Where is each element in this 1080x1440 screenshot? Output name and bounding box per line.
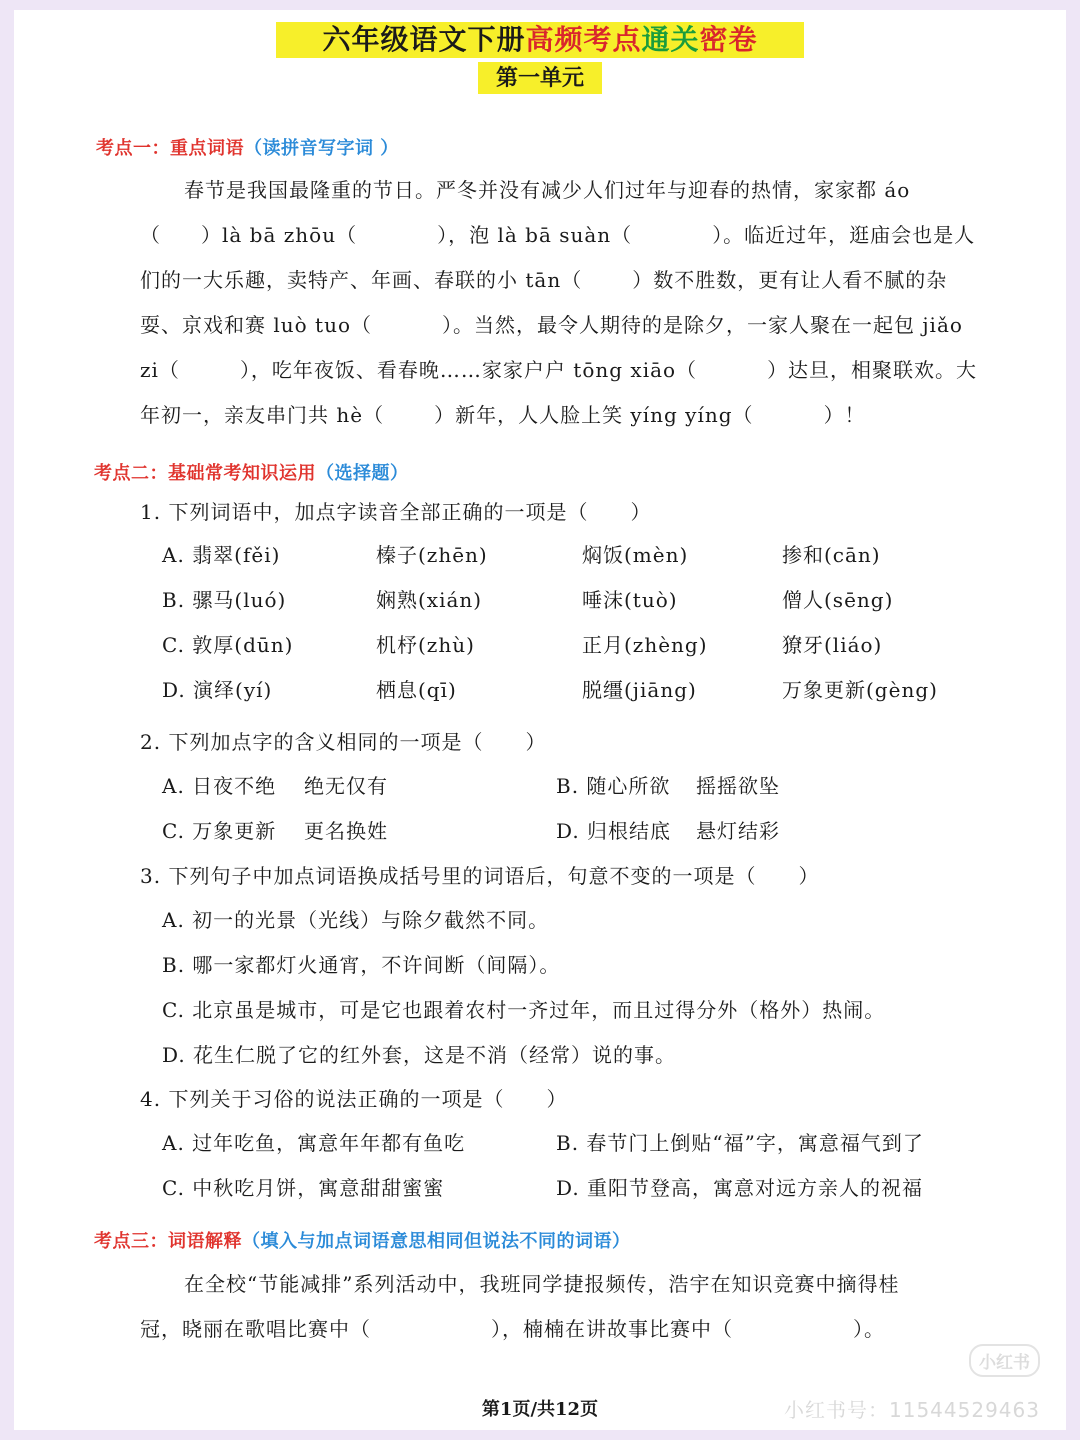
q1-stem: 1. 下列词语中，加点字读音全部正确的一项是（ ） <box>140 500 652 524</box>
s1-text: ）数不胜数，更有让人看不腻的杂 <box>632 268 948 292</box>
s1-line-3 <box>140 266 947 294</box>
s1-text: 春节是我国最隆重的节日。严冬并没有减少人们过年与迎春的热情，家家都 áo <box>184 178 911 202</box>
s3-text: ）。 <box>853 1317 885 1341</box>
q4-option-b: B. 春节门上倒贴“福”字，寓意福气到了 <box>556 1131 924 1155</box>
s1-text: ）。当然，最令人期待的是除夕，一家人聚在一起包 jiǎo <box>442 313 963 337</box>
title-part-red-2: 密卷 <box>699 23 758 56</box>
s1-text: ），吃年夜饭、看春晚……家家户户 tōng xiāo（ <box>239 358 698 382</box>
s1-text: ）达旦，相聚联欢。大 <box>767 358 978 382</box>
section-3-note: （填入与加点词语意思相同但说法不同的词语） <box>242 1231 631 1252</box>
watermark-id: 小红书号：1154452946​3 <box>784 1398 1040 1422</box>
q1-option-d-word-2: 栖息(qī) <box>376 678 457 702</box>
s1-text: ）là bā zhōu（ <box>201 223 358 247</box>
q3-option-a: A. 初一的光景（光线）与除夕截然不同。 <box>162 908 550 932</box>
title-part-red: 高频考点 <box>525 23 642 56</box>
q1-option-a-word-3: 焖饭(mèn) <box>582 543 689 567</box>
exam-page <box>14 10 1066 1430</box>
q1-option-a-word-2: 榛子(zhēn) <box>376 543 488 567</box>
s3-line-1: 在全校“节能减排”系列活动中，我班同学捷报频传，浩宇在知识竞赛中摘得桂 <box>184 1272 900 1296</box>
s1-line-6 <box>140 401 866 429</box>
s1-line-5 <box>140 356 977 384</box>
section-1-label: 考点一：重点词语 <box>96 138 244 159</box>
s1-text: 年初一，亲友串门共 hè（ <box>140 403 385 427</box>
s1-text: 耍、京戏和赛 luò tuo（ <box>140 313 372 337</box>
q2-option-c-1: C. 万象更新 <box>162 819 277 843</box>
q1-option-b-word-2: 娴熟(xián) <box>376 588 483 612</box>
q2-option-c-2: 更名换姓 <box>304 819 388 843</box>
s3-text: ），楠楠在讲故事比赛中（ <box>491 1317 733 1341</box>
s1-text: ）新年，人人脸上笑 yíng yíng（ <box>434 403 754 427</box>
section-2-heading <box>94 459 409 485</box>
page-number: 第1页/共12页 <box>481 1399 599 1420</box>
title-part-black: 六年级语文下册 <box>322 23 526 56</box>
q2-option-b-1: B. 随心所欲 <box>556 774 671 798</box>
q1-option-a-word-1: A. 翡翠(fěi) <box>162 543 281 567</box>
q2-stem: 2. 下列加点字的含义相同的一项是（ ） <box>140 730 547 754</box>
watermark-logo: 小红书 <box>969 1344 1040 1377</box>
q1-option-a-word-4: 掺和(cān) <box>782 543 881 567</box>
title-part-green: 通关 <box>641 23 700 56</box>
q1-option-b-word-4: 僧人(sēng) <box>782 588 894 612</box>
s3-text: 冠，晓丽在歌唱比赛中（ <box>140 1317 371 1341</box>
q4-stem: 4. 下列关于习俗的说法正确的一项是（ ） <box>140 1087 568 1111</box>
unit-bar <box>14 62 1066 94</box>
q1-option-d-word-3: 脱缰(jiāng) <box>582 678 697 702</box>
s3-line-2 <box>140 1315 885 1343</box>
q1-option-b-word-1: B. 骡马(luó) <box>162 588 287 612</box>
q1-option-c-word-2: 机杼(zhù) <box>376 633 475 657</box>
section-3-heading <box>94 1227 631 1253</box>
section-2-label: 考点二：基础常考知识运用 <box>94 463 316 484</box>
q2-option-d-1: D. 归根结底 <box>556 819 672 843</box>
s1-text: ）！ <box>823 403 866 427</box>
q2-option-a-2: 绝无仅有 <box>304 774 388 798</box>
s1-text: 们的一大乐趣，卖特产、年画、春联的小 tān（ <box>140 268 583 292</box>
s1-text: （ <box>140 223 161 247</box>
q1-option-c-word-4: 獠牙(liáo) <box>782 633 883 657</box>
q3-option-b: B. 哪一家都灯火通宵，不许间断（间隔）。 <box>162 953 561 977</box>
section-2-note: （选择题） <box>316 463 409 484</box>
q3-option-c: C. 北京虽是城市，可是它也跟着农村一齐过年，而且过得分外（格外）热闹。 <box>162 998 886 1022</box>
title-bar <box>14 22 1066 58</box>
q2-option-d-2: 悬灯结彩 <box>696 819 780 843</box>
s1-line-1 <box>184 176 910 204</box>
q1-option-d-word-4: 万象更新(gèng) <box>782 678 938 702</box>
q4-option-a: A. 过年吃鱼，寓意年年都有鱼吃 <box>162 1131 466 1155</box>
section-3-label: 考点三：词语解释 <box>94 1231 242 1252</box>
section-1-heading <box>96 134 399 160</box>
section-1-note: （读拼音写字词 ） <box>244 138 399 159</box>
page-title <box>276 22 803 58</box>
q3-stem: 3. 下列句子中加点词语换成括号里的词语后，句意不变的一项是（ ） <box>140 864 820 888</box>
s1-text: zi（ <box>140 358 180 382</box>
s1-line-2 <box>140 221 975 249</box>
q4-option-d: D. 重阳节登高，寓意对远方亲人的祝福 <box>556 1176 924 1200</box>
q1-option-b-word-3: 唾沫(tuò) <box>582 588 678 612</box>
q4-option-c: C. 中秋吃月饼，寓意甜甜蜜蜜 <box>162 1176 445 1200</box>
q1-option-c-word-1: C. 敦厚(dūn) <box>162 633 294 657</box>
s1-line-4 <box>140 311 963 339</box>
q2-option-b-2: 摇摇欲坠 <box>696 774 780 798</box>
q1-option-d-word-1: D. 演绎(yí) <box>162 678 273 702</box>
q2-option-a-1: A. 日夜不绝 <box>162 774 277 798</box>
q3-option-d: D. 花生仁脱了它的红外套，这是不消（经常）说的事。 <box>162 1043 677 1067</box>
q1-option-c-word-3: 正月(zhèng) <box>582 633 708 657</box>
unit-title: 第一单元 <box>478 62 602 94</box>
s1-text: ）。临近过年，逛庙会也是人 <box>712 223 976 247</box>
s1-text: ），泡 là bā suàn（ <box>437 223 633 247</box>
